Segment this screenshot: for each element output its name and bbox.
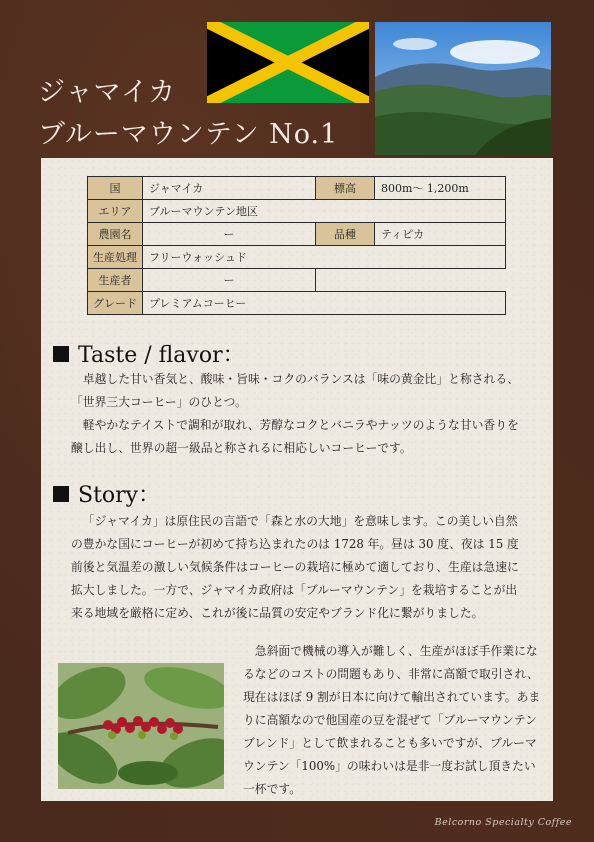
variety-label: 品種	[316, 223, 375, 246]
taste-heading-text: Taste / flavor：	[78, 343, 245, 368]
brand-signature: Belcorno Specialty Coffee	[434, 817, 572, 828]
farm-label: 農園名	[88, 223, 143, 246]
area-label: エリア	[88, 200, 143, 223]
altitude-value: 800m～ 1,200m	[375, 177, 506, 200]
square-bullet-icon	[53, 486, 69, 502]
story-heading	[53, 478, 160, 509]
content-panel	[41, 158, 553, 801]
spec-row	[88, 223, 506, 246]
grade-label: グレード	[88, 292, 143, 315]
variety-value: ティピカ	[375, 223, 506, 246]
farm-value: ー	[143, 223, 316, 246]
process-label: 生産処理	[88, 246, 143, 269]
story-text	[71, 510, 527, 625]
story-paragraph-2: 急斜面で機械の導入が難しく、生産がほぼ手作業になるなどのコストの問題もあり、非常に高額で取引され、現在はほぼ 9 割が日本に向けて輸出されています。あまりに高額なので他国産の豆を混ぜて「ブルーマウンテンブレンド」として飲まれることも多いですが、ブルーマウンテン「100%」の味わいは是非一度お試し頂きたい一杯です。	[243, 644, 541, 796]
spec-table	[87, 176, 506, 315]
country-label: 国	[88, 177, 143, 200]
spec-row	[88, 269, 506, 292]
spec-row	[88, 292, 506, 315]
title-country: ジャマイカ	[38, 77, 177, 108]
area-value: ブルーマウンテン地区	[143, 200, 506, 223]
producer-value: ー	[143, 269, 316, 292]
blue-mountains-photo	[375, 22, 551, 155]
grade-value: プレミアムコーヒー	[143, 292, 506, 315]
country-value: ジャマイカ	[143, 177, 316, 200]
process-value: フリーウォッシュド	[143, 246, 506, 269]
story-heading-text: Story：	[78, 483, 161, 508]
altitude-label: 標高	[316, 177, 375, 200]
jamaica-flag	[207, 22, 369, 103]
coffee-cherries-photo	[58, 663, 224, 789]
spec-row	[88, 200, 506, 223]
empty-cell	[316, 269, 506, 292]
taste-paragraph-2: 軽やかなテイストで調和が取れ、芳醇なコクとバニラやナッツのような甘い香りを醸し出し、世界の超一級品と称されるに相応しいコーヒーです。	[71, 418, 519, 455]
title-product: ブルーマウンテン No.1	[38, 119, 339, 150]
square-bullet-icon	[53, 346, 69, 362]
taste-paragraph-1: 卓越した甘い香気と、酸味・旨味・コクのバランスは「味の黄金比」と称される、「世界三大コーヒー」のひとつ。	[71, 372, 519, 409]
story-paragraph-1: 「ジャマイカ」は原住民の言語で「森と水の大地」を意味します。この美しい自然の豊かな国にコーヒーが初めて持ち込まれたのは 1728 年。昼は 30 度、夜は 15 度前後と気温差の激しい気候条件はコーヒーの栽培に極めて適しており、生産は急速に拡大しました。一方で、ジャマイカ政府は「ブルーマウンテン」を栽培することが出来る地域を厳格に定め、これが後に品質の安定やブランド化に繋がりました。	[71, 514, 519, 620]
spec-row	[88, 177, 506, 200]
story-text-right	[243, 640, 543, 801]
spec-row	[88, 246, 506, 269]
taste-text	[71, 368, 527, 460]
producer-label: 生産者	[88, 269, 143, 292]
taste-heading	[53, 338, 245, 369]
